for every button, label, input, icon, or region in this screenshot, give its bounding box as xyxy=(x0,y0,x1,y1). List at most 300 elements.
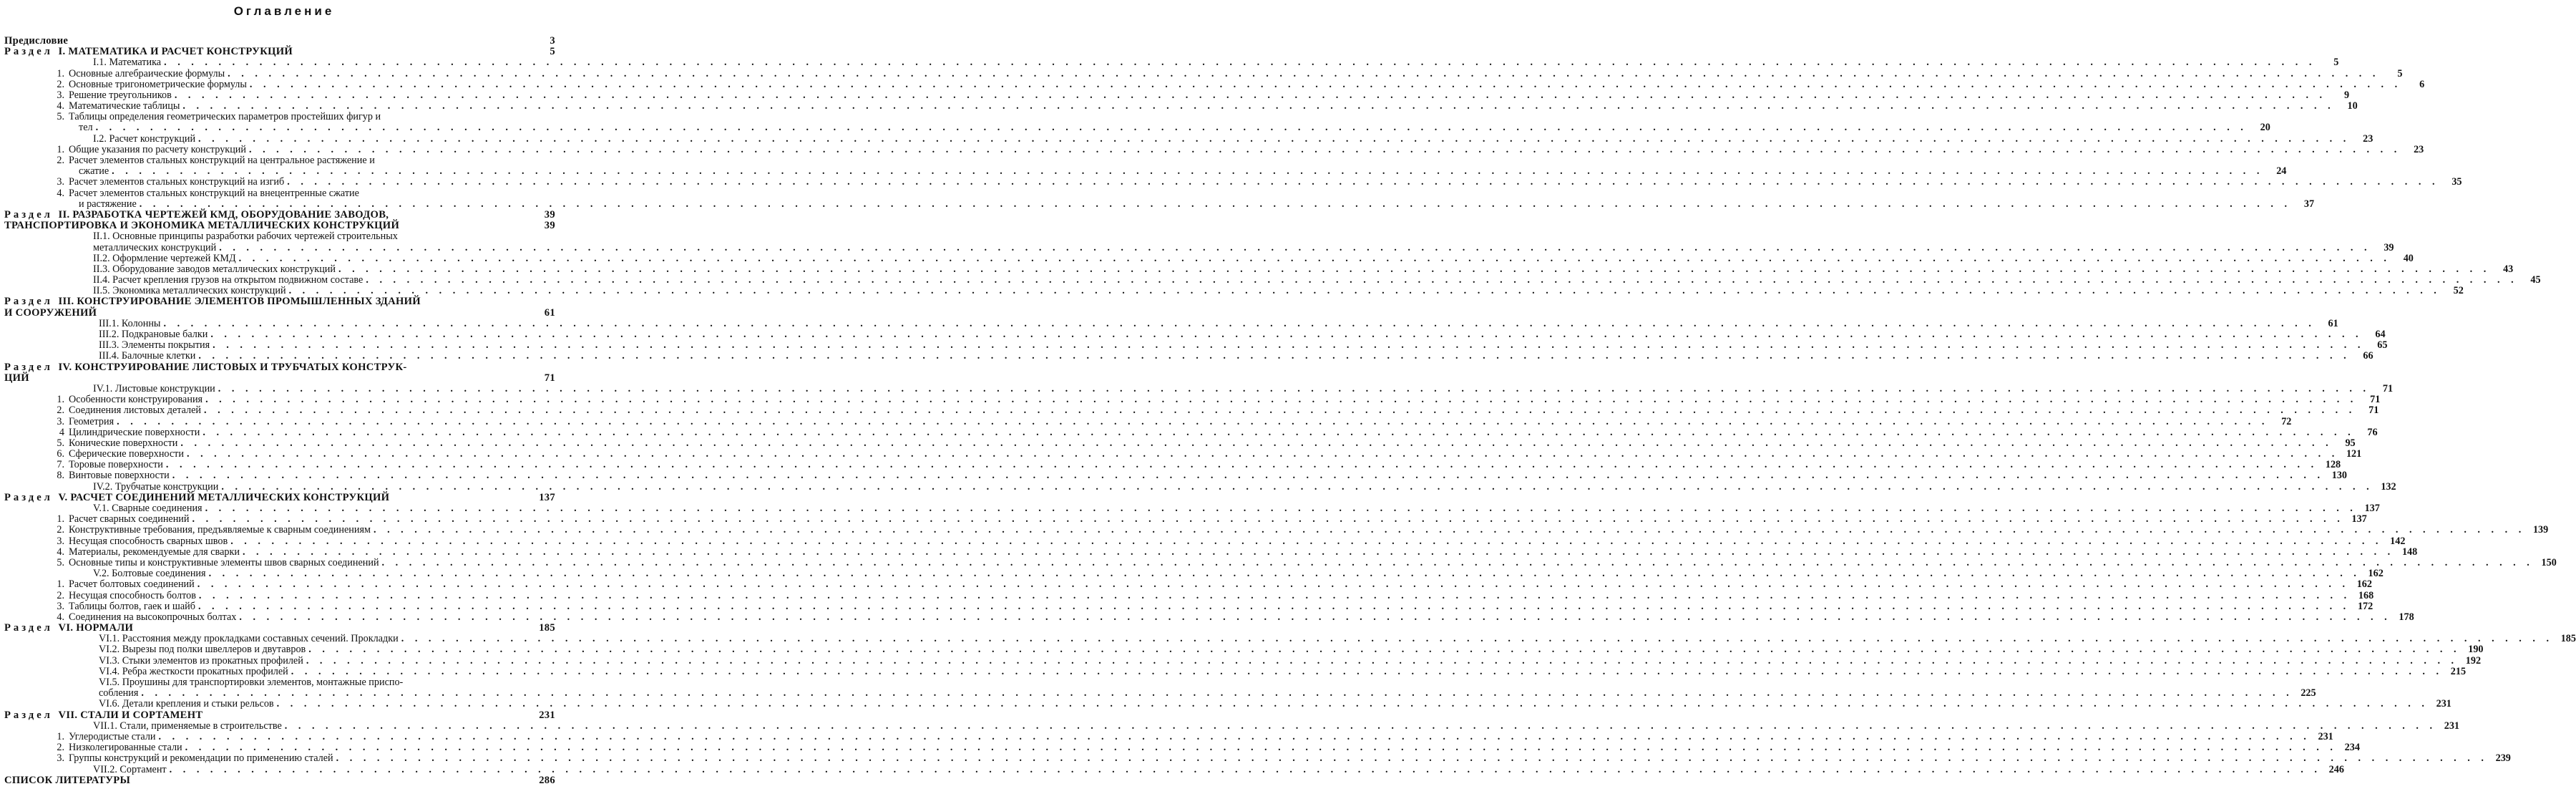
toc-entry xyxy=(4,493,555,503)
toc-entry xyxy=(4,317,2338,329)
toc-entry-text: и растяжение xyxy=(79,198,137,210)
leader-dots xyxy=(141,688,2293,699)
toc-entry-title xyxy=(4,47,293,57)
toc-entry-page: 246 xyxy=(2328,763,2344,775)
toc-entry-text: И СООРУЖЕНИЙ xyxy=(4,306,97,319)
toc-entry-text: ТРАНСПОРТИРОВКА И ЭКОНОМИКА МЕТАЛЛИЧЕСКИХ КОНСТРУКЦИЙ xyxy=(4,220,400,232)
toc-entry-page: 231 xyxy=(539,709,555,721)
toc-entry-title xyxy=(49,732,156,742)
leader-dots xyxy=(338,264,2490,275)
toc-entry-page: 121 xyxy=(2346,448,2362,460)
toc-entry xyxy=(4,415,2292,427)
toc-entry-text: Цилиндрические поверхности xyxy=(69,426,200,438)
toc-entry xyxy=(4,623,555,634)
toc-entry xyxy=(4,47,555,57)
toc-entry-title xyxy=(93,568,206,579)
toc-entry-title xyxy=(49,547,240,558)
section-label: Раздел xyxy=(4,296,59,308)
toc-entry xyxy=(4,362,555,373)
toc-entry-text: Расчет элементов стальных конструкций на внецентренные сжатие xyxy=(69,187,359,199)
leader-dots xyxy=(287,177,2439,188)
toc-entry-title xyxy=(49,591,196,601)
toc-entry xyxy=(4,198,2315,210)
toc-entry-number: 5. xyxy=(57,111,64,123)
leader-dots xyxy=(239,253,2391,264)
toc-entry-page: 95 xyxy=(2345,437,2356,449)
leader-dots xyxy=(205,503,2357,514)
toc-entry-title xyxy=(99,634,399,644)
toc-entry-page: 39 xyxy=(544,208,555,221)
leader-dots xyxy=(198,351,2350,362)
toc-entry-text: III.3. Элементы покрытия xyxy=(99,339,210,352)
toc-entry-title xyxy=(49,199,137,210)
toc-entry-title xyxy=(93,482,218,493)
leader-dots xyxy=(219,243,2371,253)
toc-entry-title xyxy=(4,493,389,503)
toc-entry-title xyxy=(49,514,190,525)
toc-entry xyxy=(4,710,555,721)
leader-dots xyxy=(382,558,2534,568)
toc-entry-number: 4. xyxy=(57,100,64,112)
toc-entry-page: 71 xyxy=(2370,394,2381,406)
toc-entry-page: 43 xyxy=(2503,263,2514,275)
toc-entry xyxy=(4,426,2378,438)
toc-entry xyxy=(4,535,2406,547)
toc-entry xyxy=(4,132,2373,145)
toc-entry xyxy=(4,382,2394,394)
leader-dots xyxy=(197,579,2349,590)
toc-entry xyxy=(4,252,2414,264)
toc-entry-page: 162 xyxy=(2356,578,2372,591)
toc-entry-text: Материалы, рекомендуемые для сварки xyxy=(69,546,240,558)
leader-dots xyxy=(243,547,2394,558)
leader-dots xyxy=(221,482,2373,493)
leader-dots xyxy=(213,340,2364,351)
section-label: Раздел xyxy=(4,46,59,58)
toc-entry-title xyxy=(93,765,167,775)
toc-entry-text: VI.3. Стыки элементов из прокатных профилей xyxy=(99,654,303,667)
toc-entry xyxy=(4,57,2339,69)
toc-entry-text: сжатие xyxy=(79,165,109,178)
toc-entry-title xyxy=(99,656,303,667)
toc-entry-number: 5. xyxy=(57,437,64,449)
toc-entry xyxy=(4,568,2384,580)
toc-entry-page: 76 xyxy=(2367,426,2378,438)
toc-entry-text: I. МАТЕМАТИКА И РАСЧЕТ КОНСТРУКЦИЙ xyxy=(58,46,293,58)
leader-dots xyxy=(218,384,2370,394)
toc-entry-page: 185 xyxy=(2560,633,2576,645)
toc-entry-title xyxy=(49,79,247,90)
toc-entry-text: IV.2. Трубчатые конструкции xyxy=(93,480,219,493)
toc-entry-title xyxy=(49,122,93,133)
toc-entry-text: VII. СТАЛИ И СОРТАМЕНТ xyxy=(58,709,203,721)
toc-entry-number: 4. xyxy=(57,187,64,199)
toc-entry-title xyxy=(49,427,200,438)
toc-entry-page: 130 xyxy=(2331,470,2348,482)
toc-entry-title xyxy=(99,319,160,329)
toc-entry-title xyxy=(99,699,274,709)
toc-entry xyxy=(4,165,2287,178)
toc-entry xyxy=(4,89,2350,101)
toc-entry-number: 6. xyxy=(57,448,64,460)
toc-entry-text: СПИСОК ЛИТЕРАТУРЫ xyxy=(4,774,131,786)
toc-entry-text: V.1. Сварные соединения xyxy=(93,503,203,515)
toc-entry-title xyxy=(93,721,282,732)
toc-entry-number: 2. xyxy=(57,405,64,417)
toc-entry-text: II.3. Оборудование заводов металлических конструкций xyxy=(93,263,336,275)
leader-dots xyxy=(289,286,2441,296)
toc-entry-page: 139 xyxy=(2532,524,2549,536)
toc-entry-text: Углеродистые стали xyxy=(69,730,156,742)
toc-entry xyxy=(4,122,2270,134)
toc-entry xyxy=(4,437,2356,449)
toc-entry-number: 3. xyxy=(57,752,64,765)
toc-entry-title xyxy=(4,308,97,319)
toc-entry xyxy=(4,546,2418,558)
toc-entry-title xyxy=(93,57,161,68)
toc-entry xyxy=(4,524,2549,536)
toc-entry-page: 142 xyxy=(2390,535,2406,547)
toc-entry-page: 5 xyxy=(2397,67,2403,79)
toc-entry-page: 5 xyxy=(2333,57,2339,69)
toc-entry-text: I.2. Расчет конструкций xyxy=(93,132,196,145)
toc-entry xyxy=(4,589,2374,601)
toc-entry xyxy=(4,373,555,384)
toc-entry-text: IV. КОНСТРУИРОВАНИЕ ЛИСТОВЫХ И ТРУБЧАТЫХ КОНСТРУК- xyxy=(58,361,407,373)
leader-dots xyxy=(198,601,2350,612)
toc-entry-number: 1. xyxy=(57,67,64,79)
toc-entry-text: Решение треугольников xyxy=(69,89,172,101)
toc-entry-title xyxy=(49,112,381,122)
toc-entry-text: II.4. Расчет крепления грузов на открытом подвижном составе xyxy=(93,274,364,286)
toc-entry-number: 3. xyxy=(57,176,64,188)
toc-entry-title xyxy=(49,449,184,460)
toc-entry xyxy=(4,297,555,308)
toc-entry-number: 1. xyxy=(57,513,64,525)
toc-entry-title xyxy=(49,742,182,753)
leader-dots xyxy=(205,394,2357,405)
toc-entry-text: Соединения листовых деталей xyxy=(69,405,202,417)
toc-entry xyxy=(4,470,2348,482)
toc-entry-number: 3. xyxy=(57,89,64,101)
toc-entry xyxy=(4,210,555,221)
toc-entry-page: 162 xyxy=(2368,568,2384,580)
toc-entry xyxy=(4,611,2414,623)
toc-entry xyxy=(4,67,2403,79)
toc-entry-page: 178 xyxy=(2399,611,2414,623)
toc-entry-page: 61 xyxy=(544,306,555,319)
toc-entry-number: 1. xyxy=(57,578,64,591)
leader-dots xyxy=(170,765,2321,775)
leader-dots xyxy=(117,417,2268,427)
leader-dots xyxy=(166,460,2318,470)
toc-entry-text: Группы конструкций и рекомендации по применению сталей xyxy=(69,752,333,765)
toc-entry-text: V. РАСЧЕТ СОЕДИНЕНИЙ МЕТАЛЛИЧЕСКИХ КОНСТРУКЦИЙ xyxy=(58,491,390,503)
toc-entry-title xyxy=(93,264,336,275)
section-label: Раздел xyxy=(4,361,59,373)
leader-dots xyxy=(203,427,2354,438)
toc-entry-title xyxy=(49,101,180,112)
toc-entry-text: Несущая способность болтов xyxy=(69,589,196,601)
leader-dots xyxy=(185,742,2337,753)
toc-entry xyxy=(4,78,2425,90)
toc-entry-text: I.1. Математика xyxy=(93,57,162,69)
toc-entry xyxy=(4,720,2460,732)
toc-entry-title xyxy=(4,623,133,634)
toc-entry-title xyxy=(4,36,68,47)
leader-dots xyxy=(374,525,2525,536)
toc-entry-number: 4. xyxy=(57,546,64,558)
toc-entry-text: Таблицы определения геометрических параметров простейших фигур и xyxy=(69,111,381,123)
toc-entry-text: Конические поверхности xyxy=(69,437,178,449)
toc-entry-page: 215 xyxy=(2450,665,2467,677)
toc-entry xyxy=(4,578,2372,591)
toc-entry-text: II.2. Оформление чертежей КМД xyxy=(93,252,236,264)
toc-entry xyxy=(4,350,2373,362)
toc-entry-text: Расчет элементов стальных конструкций на центральное растяжение и xyxy=(69,155,375,167)
leader-dots xyxy=(336,753,2488,764)
leader-dots xyxy=(249,145,2401,155)
toc-entry-title xyxy=(49,753,333,764)
toc-entry-title xyxy=(4,362,407,373)
toc-entry-page: 9 xyxy=(2344,89,2350,101)
toc-entry-page: 148 xyxy=(2401,546,2418,558)
leader-dots xyxy=(159,732,2311,742)
toc-entry-text: VI.1. Расстояния между прокладками составных сечений. Прокладки xyxy=(99,633,399,645)
toc-entry-text: Геометрия xyxy=(69,415,114,427)
toc-entry-number: 2. xyxy=(57,524,64,536)
section-label: Раздел xyxy=(4,208,59,221)
toc-entry-title xyxy=(49,417,114,427)
leader-dots xyxy=(112,166,2263,177)
toc-entry-title xyxy=(49,558,379,568)
toc-entry xyxy=(4,752,2511,765)
toc-entry-title xyxy=(49,579,195,590)
toc-entry-title xyxy=(93,253,236,264)
toc-entry-text: II.5. Экономика металлических конструкций xyxy=(93,285,286,297)
toc-entry-text: тел xyxy=(79,122,93,134)
toc-entry-text: Основные типы и конструктивные элементы швов сварных соединений xyxy=(69,556,379,568)
toc-entry xyxy=(4,459,2341,471)
toc-entry-text: Сферические поверхности xyxy=(69,448,184,460)
toc-entry-number: 1. xyxy=(57,730,64,742)
toc-entry-page: 71 xyxy=(544,372,555,384)
toc-entry-number: 3. xyxy=(57,600,64,612)
leader-dots xyxy=(239,612,2391,623)
toc-entry-title xyxy=(4,775,130,786)
toc-entry-text: Таблицы болтов, гаек и шайб xyxy=(69,600,195,612)
toc-entry-title xyxy=(49,460,163,470)
toc-entry-page: 231 xyxy=(2318,730,2333,742)
leader-dots xyxy=(163,319,2315,329)
leader-dots xyxy=(180,438,2332,449)
toc-entry-page: 192 xyxy=(2465,654,2482,667)
leader-dots xyxy=(198,134,2350,145)
toc-entry-text: VI. НОРМАЛИ xyxy=(58,622,134,634)
toc-entry-title xyxy=(93,275,363,286)
toc-entry-title xyxy=(49,145,246,155)
toc-entry-number: 5. xyxy=(57,556,64,568)
toc-entry-text: Расчет элементов стальных конструкций на изгиб xyxy=(69,176,285,188)
toc-entry-page: 64 xyxy=(2375,329,2386,341)
toc-entry-number: 1. xyxy=(57,143,64,155)
toc-entry xyxy=(4,339,2388,352)
toc-entry-title xyxy=(99,667,288,677)
toc-entry-number: 3. xyxy=(57,415,64,427)
toc-entry xyxy=(4,143,2424,155)
toc-entry xyxy=(4,329,2386,341)
toc-entry-text: II.1. Основные принципы разработки рабочих чертежей строительных xyxy=(93,231,398,243)
toc-entry-title xyxy=(99,340,210,351)
toc-entry-title xyxy=(49,601,195,612)
toc-entry xyxy=(4,241,2394,253)
toc-entry-page: 20 xyxy=(2260,122,2270,134)
toc-entry-text: V.2. Болтовые соединения xyxy=(93,568,206,580)
toc-entry-title xyxy=(4,221,399,231)
page-title: Оглавление xyxy=(233,4,335,18)
toc-entry-text: VII.2. Сортамент xyxy=(93,763,167,775)
leader-dots xyxy=(306,656,2458,667)
toc-entry xyxy=(4,665,2467,677)
toc-entry-title xyxy=(99,351,195,362)
toc-entry-text: VI.5. Проушины для транспортировки элементов, монтажные приспо- xyxy=(99,677,404,689)
leader-dots xyxy=(230,536,2382,547)
toc-entry-title xyxy=(99,644,306,655)
toc-entry-title xyxy=(49,405,201,416)
toc-entry-page: 6 xyxy=(2419,78,2425,90)
toc-entry xyxy=(4,730,2333,742)
toc-entry-text: Расчет болтовых соединений xyxy=(69,578,195,591)
toc-entry-page: 66 xyxy=(2363,350,2373,362)
toc-entry-title xyxy=(93,243,216,253)
toc-entry-text: Низколегированные стали xyxy=(69,742,182,754)
toc-entry xyxy=(4,763,2344,775)
toc-entry-title xyxy=(49,470,170,481)
toc-entry xyxy=(4,742,2360,754)
table-of-contents xyxy=(4,34,2576,786)
toc-entry-text: Торовые поверхности xyxy=(69,459,163,471)
toc-entry-page: 190 xyxy=(2468,644,2484,656)
toc-entry xyxy=(4,112,555,122)
toc-entry-text: IV.1. Листовые конструкции xyxy=(93,382,215,394)
toc-entry-title xyxy=(49,155,375,166)
leader-dots xyxy=(228,69,2379,79)
toc-entry-title xyxy=(49,69,225,79)
toc-entry-number: 7. xyxy=(57,459,64,471)
leader-dots xyxy=(175,90,2326,101)
toc-entry xyxy=(4,503,2380,515)
leader-dots xyxy=(291,667,2443,677)
toc-entry-number: 4 xyxy=(59,426,64,438)
toc-entry-text: Расчет сварных соединений xyxy=(69,513,190,525)
toc-entry xyxy=(4,263,2514,275)
toc-entry-page: 234 xyxy=(2344,742,2360,754)
leader-dots xyxy=(182,101,2334,112)
toc-entry xyxy=(4,231,555,242)
toc-entry-page: 231 xyxy=(2444,720,2460,732)
toc-entry-title xyxy=(4,373,29,384)
toc-entry-title xyxy=(93,134,195,145)
toc-entry-page: 150 xyxy=(2541,556,2557,568)
toc-entry-page: 37 xyxy=(2303,198,2315,210)
toc-entry-text: Соединения на высокопрочных болтах xyxy=(69,611,237,623)
toc-entry-page: 3 xyxy=(550,34,555,47)
toc-entry-title xyxy=(49,525,371,536)
toc-entry-page: 52 xyxy=(2453,285,2464,297)
leader-dots xyxy=(172,470,2324,481)
toc-entry-page: 24 xyxy=(2276,165,2287,178)
leader-dots xyxy=(277,699,2429,709)
toc-entry xyxy=(4,654,2482,667)
toc-entry xyxy=(4,308,555,319)
toc-entry xyxy=(4,155,555,166)
leader-dots xyxy=(250,79,2401,90)
toc-entry-number: 8. xyxy=(57,470,64,482)
toc-entry xyxy=(4,687,2316,699)
toc-entry-text: II. РАЗРАБОТКА ЧЕРТЕЖЕЙ КМД, ОБОРУДОВАНИЕ ЗАВОДОВ, xyxy=(58,208,389,221)
leader-dots xyxy=(210,329,2362,340)
toc-entry xyxy=(4,556,2557,568)
toc-entry-title xyxy=(4,210,389,221)
toc-entry-text: III.4. Балочные клетки xyxy=(99,350,196,362)
toc-entry-page: 168 xyxy=(2358,589,2374,601)
leader-dots xyxy=(192,514,2344,525)
toc-entry-text: Основные алгебраические формулы xyxy=(69,67,225,79)
toc-entry xyxy=(4,644,2484,656)
toc-entry-page: 65 xyxy=(2377,339,2388,352)
toc-entry-page: 40 xyxy=(2403,252,2414,264)
toc-entry-page: 10 xyxy=(2347,100,2358,112)
toc-entry-page: 185 xyxy=(539,622,555,634)
toc-entry-text: Общие указания по расчету конструкций xyxy=(69,143,246,155)
toc-entry xyxy=(4,633,2576,645)
toc-entry-text: Основные тригонометрические формулы xyxy=(69,78,247,90)
toc-entry-number: 1. xyxy=(57,394,64,406)
leader-dots xyxy=(199,591,2351,601)
toc-entry xyxy=(4,36,555,47)
toc-entry-number: 3. xyxy=(57,535,64,547)
leader-dots xyxy=(140,199,2291,210)
toc-entry-page: 137 xyxy=(2364,503,2380,515)
toc-entry-page: 23 xyxy=(2363,132,2373,145)
toc-entry-page: 172 xyxy=(2357,600,2373,612)
toc-entry-title xyxy=(49,612,236,623)
toc-entry-text: VI.4. Ребра жесткости прокатных профилей xyxy=(99,665,288,677)
toc-entry-title xyxy=(93,503,203,514)
toc-entry-text: собления xyxy=(99,687,139,699)
toc-entry-page: 137 xyxy=(539,491,555,503)
toc-entry-text: III.1. Колонны xyxy=(99,317,161,329)
toc-entry xyxy=(4,677,555,688)
toc-entry-page: 45 xyxy=(2530,274,2541,286)
toc-entry-title xyxy=(49,394,203,405)
toc-entry-page: 61 xyxy=(2328,317,2338,329)
toc-entry-title xyxy=(49,438,177,449)
toc-entry xyxy=(4,188,555,199)
toc-entry-title xyxy=(49,536,228,547)
toc-entry-page: 225 xyxy=(2301,687,2316,699)
toc-entry xyxy=(4,698,2451,710)
section-label: Раздел xyxy=(4,491,59,503)
toc-entry-title xyxy=(93,384,215,394)
toc-entry-number: 2. xyxy=(57,78,64,90)
toc-entry-text: Особенности конструирования xyxy=(69,394,203,406)
toc-entry-number: 2. xyxy=(57,589,64,601)
toc-entry-title xyxy=(99,677,403,688)
toc-entry-page: 137 xyxy=(2351,513,2367,525)
leader-dots xyxy=(204,405,2356,416)
toc-entry-text: Несущая способность сварных швов xyxy=(69,535,228,547)
